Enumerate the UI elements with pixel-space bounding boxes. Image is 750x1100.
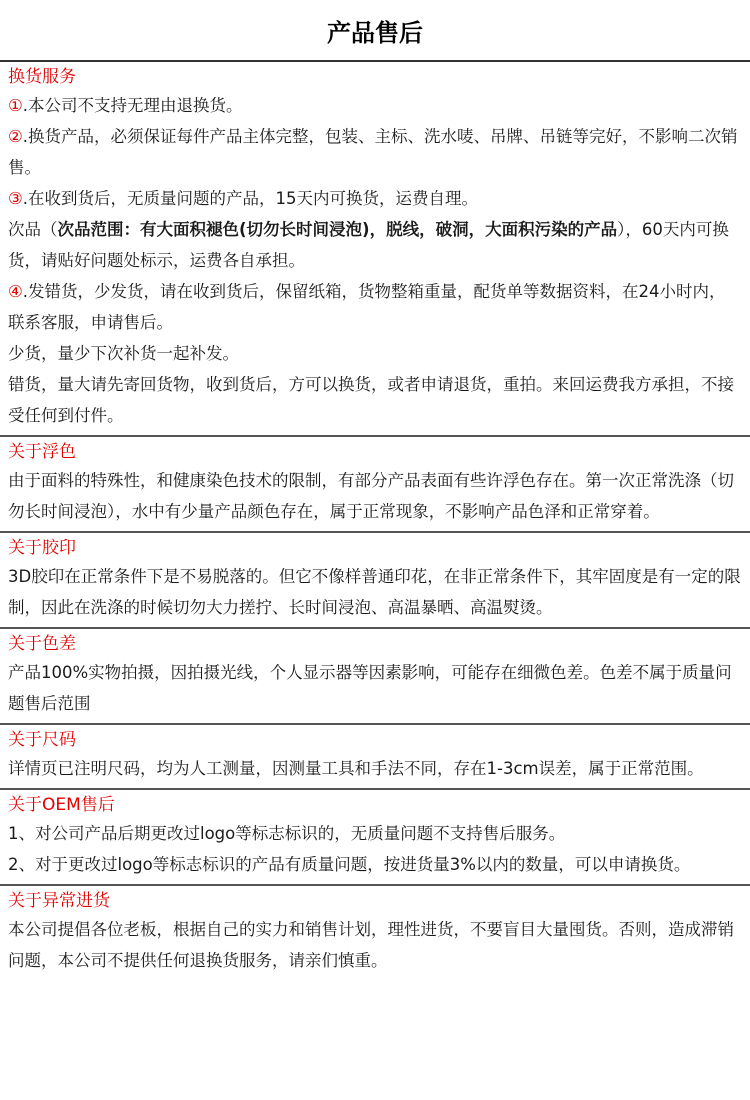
item-number: ① [8, 96, 23, 115]
short-goods-text: 少货，量少下次补货一起补发。 [8, 344, 239, 363]
oem-item-1: 1、对公司产品后期更改过logo等标志标识的，无质量问题不支持售后服务。 [8, 824, 566, 843]
section-title-print: 关于胶印 [8, 538, 76, 558]
section-color [0, 629, 750, 725]
section-title-size: 关于尺码 [8, 730, 76, 750]
section-abnormal [0, 886, 750, 980]
section-title-exchange: 换货服务 [8, 67, 76, 87]
section-size [0, 725, 750, 790]
fading-text: 由于面料的特殊性，和健康染色技术的限制，有部分产品表面有些许浮色存在。第一次正常洗涤（切勿长时间浸泡），水中有少量产品颜色存在，属于正常现象，不影响产品色泽和正常穿着。 [8, 471, 734, 521]
section-title-color: 关于色差 [8, 634, 76, 654]
section-oem [0, 790, 750, 886]
abnormal-text: 本公司提倡各位老板，根据自己的实力和销售计划，理性进货，不要盲目大量囤货。否则，造成滞销问题，本公司不提供任何退换货服务，请亲们慎重。 [8, 920, 734, 970]
section-print [0, 533, 750, 629]
section-title-abnormal: 关于异常进货 [8, 891, 110, 911]
section-title-fading: 关于浮色 [8, 442, 76, 462]
item-text: .本公司不支持无理由退换货。 [22, 96, 243, 115]
defect-paragraph [8, 214, 742, 276]
item-text: .在收到货后，无质量问题的产品，15天内可换货，运费自理。 [22, 189, 479, 208]
section-fading [0, 437, 750, 533]
exchange-item-4 [8, 276, 742, 338]
item-text: .发错货，少发货，请在收到货后，保留纸箱，货物整箱重量，配货单等数据资料，在24小时内，联系客服，申请售后。 [8, 282, 726, 332]
item-number: ② [8, 127, 23, 146]
oem-item-2: 2、对于更改过logo等标志标识的产品有质量问题，按进货量3%以内的数量，可以申请换货。 [8, 855, 691, 874]
exchange-item-1 [8, 90, 742, 121]
color-text: 产品100%实物拍摄，因拍摄光线，个人显示器等因素影响，可能存在细微色差。色差不属于质量问题售后范围 [8, 663, 732, 713]
print-text: 3D胶印在正常条件下是不易脱落的。但它不像样普通印花，在非正常条件下，其牢固度是有一定的限制，因此在洗涤的时候切勿大力搓拧、长时间浸泡、高温暴晒、高温熨烫。 [8, 567, 741, 617]
section-title-oem: 关于OEM售后 [8, 795, 115, 815]
defect-suffix: ），60天内可换货，请贴好问题处标示，运费各自承担。 [8, 220, 729, 270]
exchange-item-3 [8, 183, 742, 214]
defect-prefix: 次品（ [8, 220, 58, 239]
section-exchange [0, 62, 750, 437]
item-number: ④ [8, 282, 23, 301]
exchange-item-2 [8, 121, 742, 183]
size-text: 详情页已注明尺码，均为人工测量，因测量工具和手法不同，存在1-3cm误差，属于正常范围。 [8, 759, 704, 778]
item-text: .换货产品，必须保证每件产品主体完整，包装、主标、洗水唛、吊牌、吊链等完好，不影响二次销售。 [8, 127, 738, 177]
defect-scope: 次品范围：有大面积褪色(切勿长时间浸泡)，脱线，破洞，大面积污染的产品 [57, 220, 618, 239]
item-number: ③ [8, 189, 23, 208]
wrong-goods-text: 错货，量大请先寄回货物，收到货后，方可以换货，或者申请退货，重拍。来回运费我方承担，不接受任何到付件。 [8, 375, 734, 425]
page-title: 产品售后 [0, 0, 750, 62]
